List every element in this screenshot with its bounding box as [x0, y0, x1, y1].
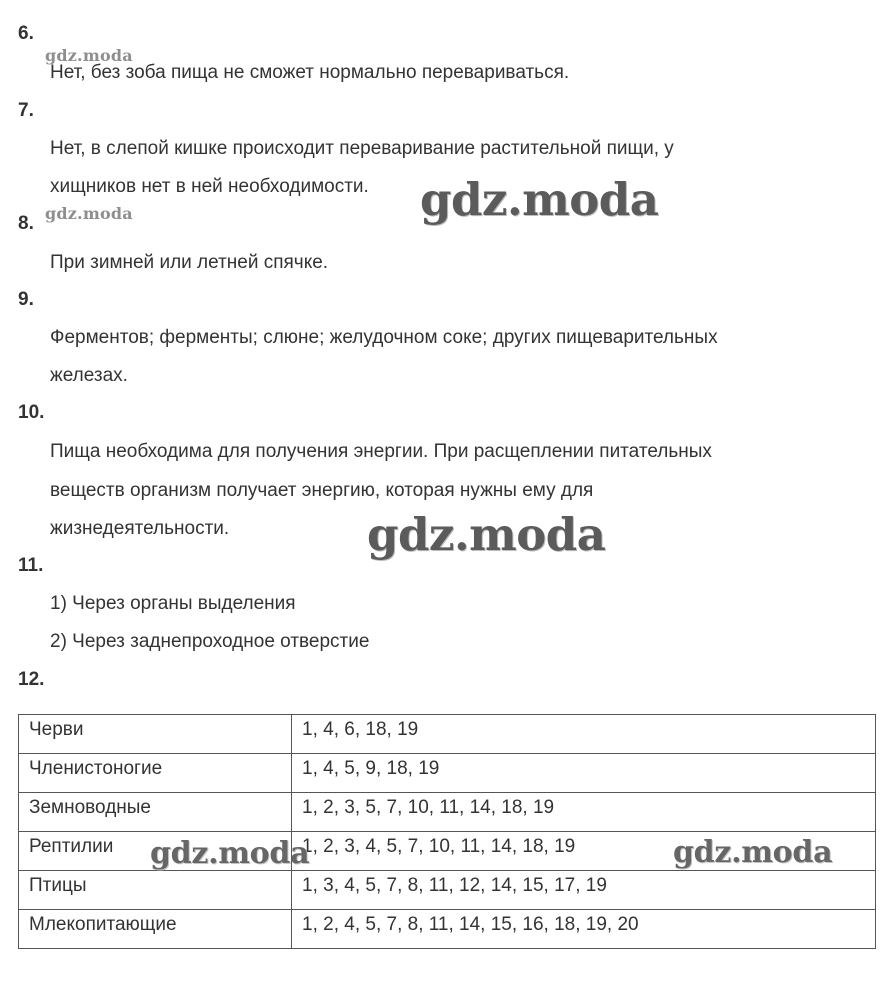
answer-9-line-1: Ферментов; ферменты; слюне; желудочном соке; других пищеварительных	[50, 327, 718, 348]
watermark-logo: gdz.moda	[420, 173, 659, 226]
watermark-logo: gdz.moda	[673, 835, 833, 870]
watermark-logo: gdz.moda	[150, 836, 310, 871]
table-row	[19, 793, 876, 832]
table-cell-values: 1, 4, 5, 9, 18, 19	[292, 754, 876, 793]
watermark-logo: gdz.moda	[45, 46, 133, 65]
table-cell-values: 1, 2, 4, 5, 7, 8, 11, 14, 15, 16, 18, 19, 20	[292, 910, 876, 949]
item-number-12: 12.	[18, 669, 45, 690]
table-cell-group: Рептилии	[19, 832, 292, 871]
watermark-logo: gdz.moda	[367, 508, 606, 561]
answer-8-line-1: При зимней или летней спячке.	[50, 252, 329, 273]
answer-11-line-2: 2) Через заднепроходное отверстие	[50, 631, 370, 652]
table-cell-group: Черви	[19, 715, 292, 754]
table-cell-group: Земноводные	[19, 793, 292, 832]
answer-10-line-3: жизнедеятельности.	[50, 518, 230, 539]
item-number-10: 10.	[18, 402, 45, 423]
watermark-logo: gdz.moda	[45, 204, 133, 223]
answer-10-line-2: веществ организм получает энергию, которая нужны ему для	[50, 480, 594, 501]
answer-7-line-1: Нет, в слепой кишке происходит переваривание растительной пищи, у	[50, 138, 674, 159]
table-cell-group: Млекопитающие	[19, 910, 292, 949]
table-cell-group: Птицы	[19, 871, 292, 910]
digestive-features-table	[18, 714, 876, 949]
item-number-7: 7.	[18, 100, 34, 121]
table-cell-values: 1, 4, 6, 18, 19	[292, 715, 876, 754]
answer-11-line-1: 1) Через органы выделения	[50, 593, 296, 614]
table-row	[19, 871, 876, 910]
answer-6-line-1: Нет, без зоба пища не сможет нормально перевариваться.	[50, 62, 570, 83]
answer-9-line-2: железах.	[50, 365, 128, 386]
table-cell-group: Членистоногие	[19, 754, 292, 793]
table-row	[19, 910, 876, 949]
answer-10-line-1: Пища необходима для получения энергии. При расщеплении питательных	[50, 441, 712, 462]
item-number-8: 8.	[18, 213, 34, 234]
item-number-9: 9.	[18, 289, 34, 310]
answer-7-line-2: хищников нет в ней необходимости.	[50, 176, 369, 197]
table-cell-values: 1, 2, 3, 5, 7, 10, 11, 14, 18, 19	[292, 793, 876, 832]
table-cell-values: 1, 3, 4, 5, 7, 8, 11, 12, 14, 15, 17, 19	[292, 871, 876, 910]
table-row	[19, 715, 876, 754]
item-number-6: 6.	[18, 23, 34, 44]
table-row	[19, 754, 876, 793]
table-cell-values: 1, 2, 3, 4, 5, 7, 10, 11, 14, 18, 19	[292, 832, 876, 871]
item-number-11: 11.	[18, 555, 44, 576]
